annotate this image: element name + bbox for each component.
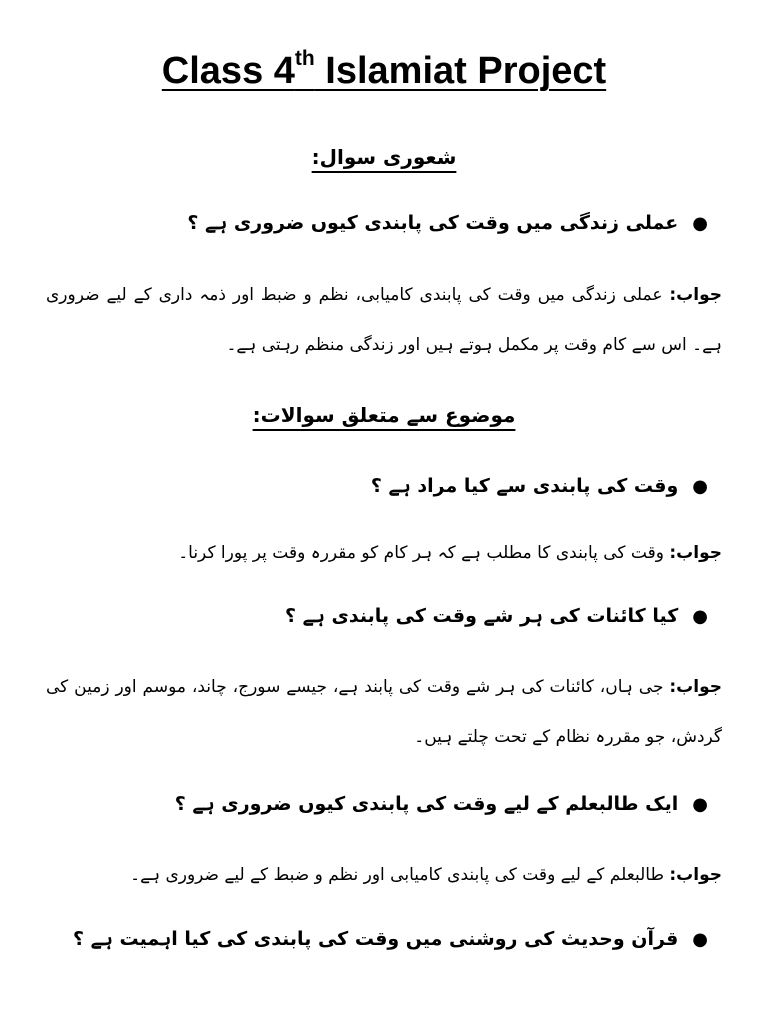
question-3 — [285, 605, 708, 627]
answer-label: جواب: — [669, 865, 722, 885]
page-title: Class 4th Islamiat Project — [161, 47, 607, 92]
question-4 — [175, 793, 708, 815]
answer-label: جواب: — [669, 285, 722, 305]
answer-4 — [46, 850, 722, 900]
answer-2 — [46, 528, 722, 578]
bullet-icon: ● — [692, 212, 708, 234]
answer-label: جواب: — [669, 543, 722, 563]
section-heading-conceptual: شعوری سوال: — [311, 145, 457, 169]
question-text: عملی زندگی میں وقت کی پابندی کیوں ضروری ہے ؟ — [187, 212, 679, 234]
question-text: ایک طالبعلم کے لیے وقت کی پابندی کیوں ضروری ہے ؟ — [174, 793, 679, 815]
bullet-icon: ● — [692, 793, 708, 815]
answer-text: طالبعلم کے لیے وقت کی پابندی کامیابی اور نظم و ضبط کے لیے ضروری ہے۔ — [130, 865, 670, 885]
question-text: وقت کی پابندی سے کیا مراد ہے ؟ — [370, 475, 679, 497]
question-text: کیا کائنات کی ہر شے وقت کی پابندی ہے ؟ — [284, 605, 679, 627]
question-5 — [73, 928, 708, 950]
answer-text: عملی زندگی میں وقت کی پابندی کامیابی، نظم و ضبط اور ذمہ داری کے لیے ضروری ہے۔ اس سے کام وقت پر مکمل ہوتے ہیں اور زندگی منظم رہتی ہے۔ — [46, 285, 722, 355]
answer-text: جی ہاں، کائنات کی ہر شے وقت کی پابند ہے، جیسے سورج، چاند، موسم اور زمین کی گردش، جو مقررہ نظام کے تحت چلتے ہیں۔ — [46, 677, 722, 747]
answer-1 — [46, 270, 722, 370]
question-text: قرآن وحدیث کی روشنی میں وقت کی پابندی کی کیا اہمیت ہے ؟ — [72, 928, 679, 950]
answer-text: وقت کی پابندی کا مطلب ہے کہ ہر کام کو مقررہ وقت پر پورا کرنا۔ — [178, 543, 670, 563]
bullet-icon: ● — [692, 475, 708, 497]
answer-label: جواب: — [669, 677, 722, 697]
section-heading-topic: موضوع سے متعلق سوالات: — [252, 403, 516, 427]
bullet-icon: ● — [692, 928, 708, 950]
answer-3 — [46, 662, 722, 762]
question-1 — [187, 212, 708, 234]
question-2 — [371, 475, 708, 497]
bullet-icon: ● — [692, 605, 708, 627]
